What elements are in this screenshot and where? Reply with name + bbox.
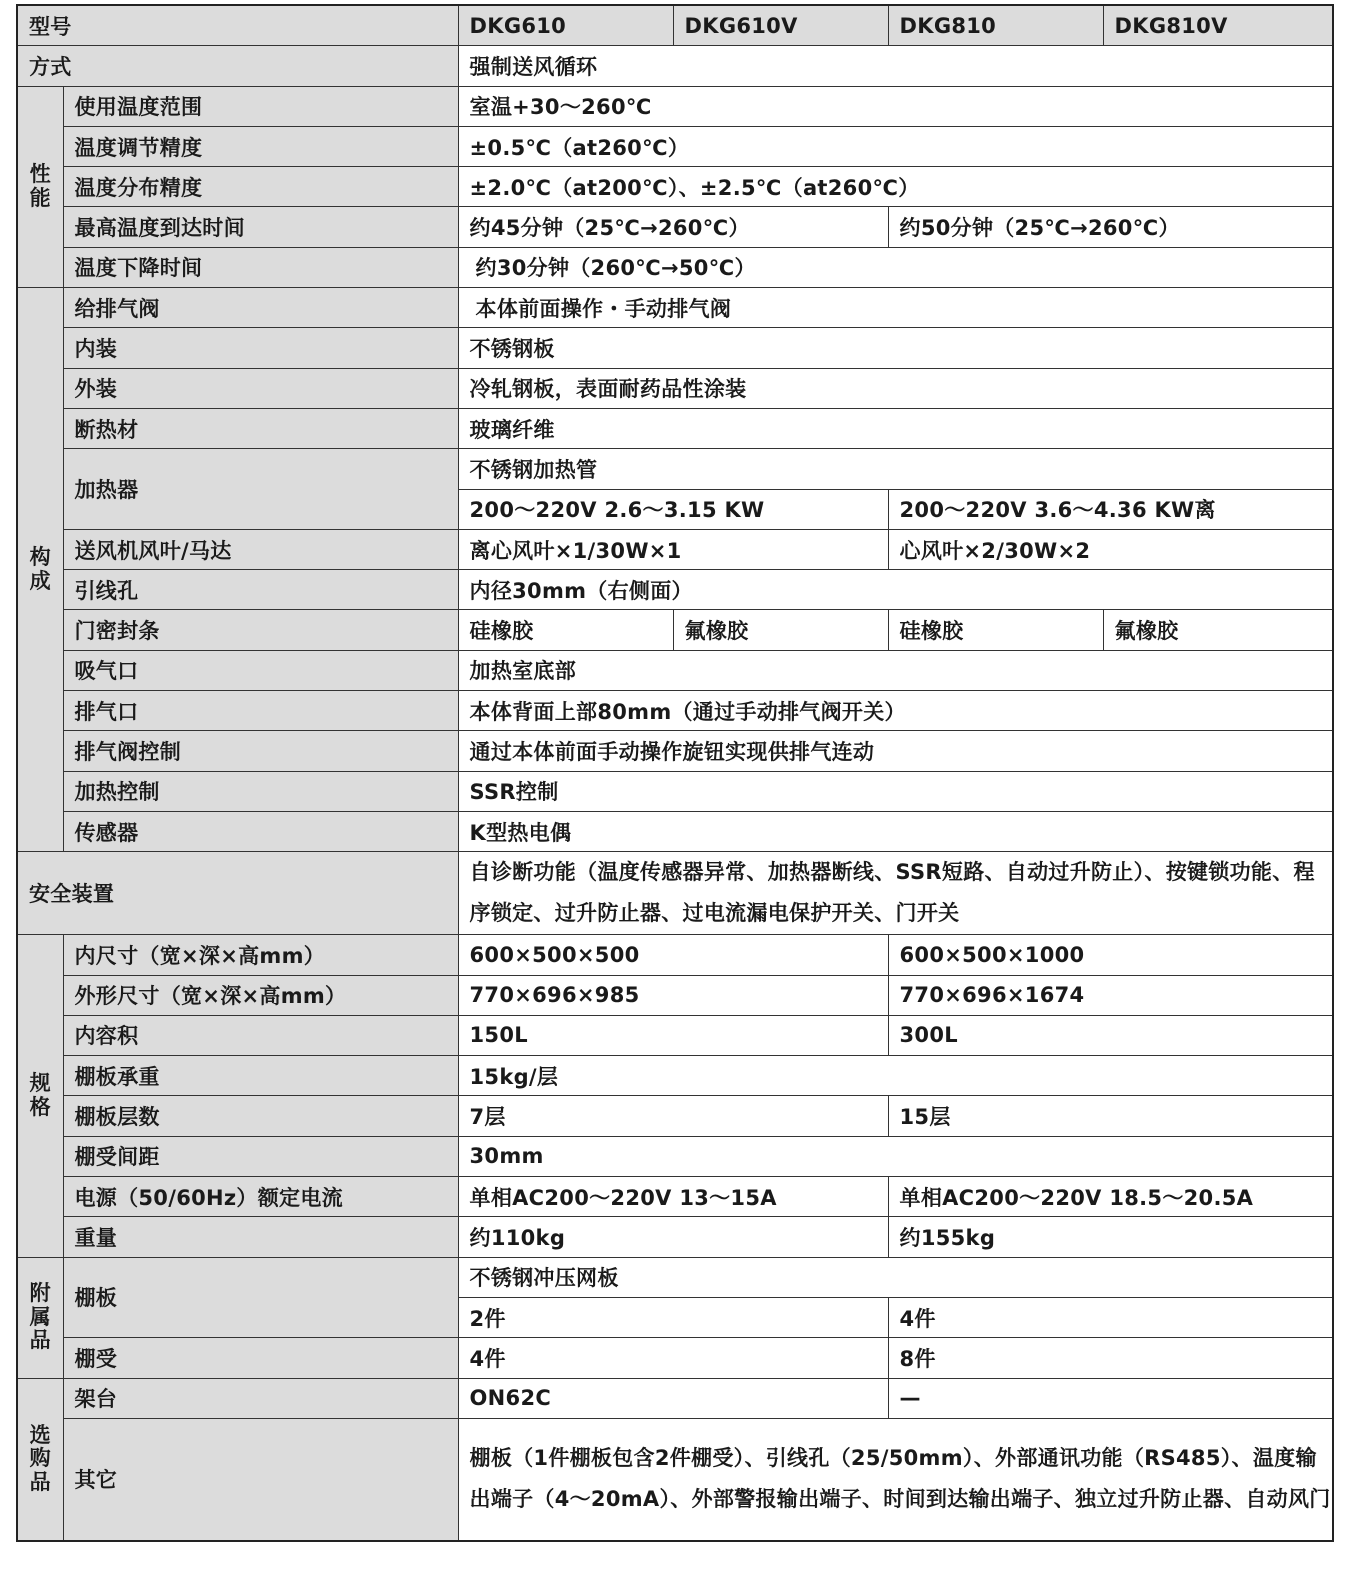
cooldown-time-label: 温度下降时间 bbox=[63, 247, 458, 287]
inner-size-label: 内尺寸（宽×深×高mm） bbox=[63, 935, 458, 975]
shelf-bracket-610: 4件 bbox=[458, 1338, 888, 1378]
outer-size-610: 770×696×985 bbox=[458, 975, 888, 1015]
table-row bbox=[17, 1136, 1333, 1176]
table-row bbox=[17, 1056, 1333, 1096]
group-structure: 构成 bbox=[17, 288, 63, 852]
outer-size-810: 770×696×1674 bbox=[888, 975, 1333, 1015]
shelf-bracket-label: 棚受 bbox=[63, 1338, 458, 1378]
shelf-bracket-810: 8件 bbox=[888, 1338, 1333, 1378]
table-row bbox=[17, 529, 1333, 569]
shelf-label: 棚板 bbox=[63, 1257, 458, 1338]
door-seal-label: 门密封条 bbox=[63, 610, 458, 650]
table-row bbox=[17, 86, 1333, 126]
shelf-810: 4件 bbox=[888, 1297, 1333, 1337]
exhaust-control-value: 通过本体前面手动操作旋钮实现供排气连动 bbox=[458, 731, 1333, 771]
power-810: 单相AC200～220V 18.5～20.5A bbox=[888, 1177, 1333, 1217]
heater-label: 加热器 bbox=[63, 449, 458, 530]
stand-810: — bbox=[888, 1378, 1333, 1418]
table-row bbox=[17, 368, 1333, 408]
exterior-value: 冷轧钢板，表面耐药品性涂装 bbox=[458, 368, 1333, 408]
table-row bbox=[17, 126, 1333, 166]
method-value: 强制送风循环 bbox=[458, 46, 1333, 86]
inner-size-810: 600×500×1000 bbox=[888, 935, 1333, 975]
fan-810: 心风叶×2/30W×2 bbox=[888, 529, 1333, 569]
model-dkg610v: DKG610V bbox=[673, 5, 888, 46]
group-spec: 规格 bbox=[17, 935, 63, 1257]
shelf-610: 2件 bbox=[458, 1297, 888, 1337]
volume-810: 300L bbox=[888, 1015, 1333, 1055]
stand-label: 架台 bbox=[63, 1378, 458, 1418]
shelf-levels-810: 15层 bbox=[888, 1096, 1333, 1136]
safety-label: 安全装置 bbox=[17, 852, 458, 935]
table-row bbox=[17, 691, 1333, 731]
heat-control-value: SSR控制 bbox=[458, 771, 1333, 811]
exhaust-control-label: 排气阀控制 bbox=[63, 731, 458, 771]
cable-port-value: 内径30mm（右侧面） bbox=[458, 570, 1333, 610]
door-seal-dkg610v: 氟橡胶 bbox=[673, 610, 888, 650]
temp-distribution-label: 温度分布精度 bbox=[63, 167, 458, 207]
table-row bbox=[17, 852, 1333, 935]
interior-value: 不锈钢板 bbox=[458, 328, 1333, 368]
exhaust-label: 排气口 bbox=[63, 691, 458, 731]
fan-label: 送风机风叶/马达 bbox=[63, 529, 458, 569]
heater-610: 200～220V 2.6～3.15 KW bbox=[458, 489, 888, 529]
insulation-value: 玻璃纤维 bbox=[458, 408, 1333, 448]
group-performance: 性能 bbox=[17, 86, 63, 287]
heatup-time-810: 约50分钟（25℃→260℃） bbox=[888, 207, 1333, 247]
shelf-load-value: 15kg/层 bbox=[458, 1056, 1333, 1096]
table-row bbox=[17, 1177, 1333, 1217]
heatup-time-label: 最高温度到达时间 bbox=[63, 207, 458, 247]
inner-size-610: 600×500×500 bbox=[458, 935, 888, 975]
model-header-label: 型号 bbox=[17, 5, 458, 46]
table-row bbox=[17, 771, 1333, 811]
other-label: 其它 bbox=[63, 1418, 458, 1541]
exhaust-value: 本体背面上部80mm（通过手动排气阀开关） bbox=[458, 691, 1333, 731]
table-row bbox=[17, 610, 1333, 650]
sensor-label: 传感器 bbox=[63, 811, 458, 851]
temp-control-value: ±0.5℃（at260℃） bbox=[458, 126, 1333, 166]
table-row bbox=[17, 811, 1333, 851]
heater-type: 不锈钢加热管 bbox=[458, 449, 1333, 489]
damper-label: 给排气阀 bbox=[63, 288, 458, 328]
table-row bbox=[17, 650, 1333, 690]
damper-value: 本体前面操作・手动排气阀 bbox=[458, 288, 1333, 328]
volume-610: 150L bbox=[458, 1015, 888, 1055]
group-options: 选购品 bbox=[17, 1378, 63, 1541]
weight-label: 重量 bbox=[63, 1217, 458, 1257]
exterior-label: 外装 bbox=[63, 368, 458, 408]
spec-table bbox=[16, 4, 1334, 1542]
outer-size-label: 外形尺寸（宽×深×高mm） bbox=[63, 975, 458, 1015]
shelf-levels-610: 7层 bbox=[458, 1096, 888, 1136]
group-accessories: 附属品 bbox=[17, 1257, 63, 1378]
cable-port-label: 引线孔 bbox=[63, 570, 458, 610]
model-dkg810v: DKG810V bbox=[1103, 5, 1333, 46]
weight-610: 约110kg bbox=[458, 1217, 888, 1257]
shelf-pitch-value: 30mm bbox=[458, 1136, 1333, 1176]
header-row bbox=[17, 5, 1333, 46]
safety-value: 自诊断功能（温度传感器异常、加热器断线、SSR短路、自动过升防止）、按键锁功能、程序锁定、过升防止器、过电流漏电保护开关、门开关 bbox=[458, 852, 1333, 935]
table-row bbox=[17, 1338, 1333, 1378]
fan-610: 离心风叶×1/30W×1 bbox=[458, 529, 888, 569]
heat-control-label: 加热控制 bbox=[63, 771, 458, 811]
table-row bbox=[17, 408, 1333, 448]
model-dkg610: DKG610 bbox=[458, 5, 673, 46]
shelf-type: 不锈钢冲压网板 bbox=[458, 1257, 1333, 1297]
door-seal-dkg810: 硅橡胶 bbox=[888, 610, 1103, 650]
table-row bbox=[17, 46, 1333, 86]
volume-label: 内容积 bbox=[63, 1015, 458, 1055]
model-dkg810: DKG810 bbox=[888, 5, 1103, 46]
heater-810: 200～220V 3.6～4.36 KW离 bbox=[888, 489, 1333, 529]
intake-value: 加热室底部 bbox=[458, 650, 1333, 690]
temp-range-value: 室温+30～260℃ bbox=[458, 86, 1333, 126]
table-row bbox=[17, 288, 1333, 328]
shelf-load-label: 棚板承重 bbox=[63, 1056, 458, 1096]
intake-label: 吸气口 bbox=[63, 650, 458, 690]
door-seal-dkg810v: 氟橡胶 bbox=[1103, 610, 1333, 650]
table-row bbox=[17, 328, 1333, 368]
stand-610: ON62C bbox=[458, 1378, 888, 1418]
power-label: 电源（50/60Hz）额定电流 bbox=[63, 1177, 458, 1217]
shelf-pitch-label: 棚受间距 bbox=[63, 1136, 458, 1176]
cooldown-time-value: 约30分钟（260℃→50℃） bbox=[458, 247, 1333, 287]
heatup-time-610: 约45分钟（25℃→260℃） bbox=[458, 207, 888, 247]
temp-control-label: 温度调节精度 bbox=[63, 126, 458, 166]
sensor-value: K型热电偶 bbox=[458, 811, 1333, 851]
insulation-label: 断热材 bbox=[63, 408, 458, 448]
table-row bbox=[17, 1015, 1333, 1055]
table-row bbox=[17, 570, 1333, 610]
table-row bbox=[17, 1378, 1333, 1418]
table-row bbox=[17, 207, 1333, 247]
table-row bbox=[17, 731, 1333, 771]
shelf-levels-label: 棚板层数 bbox=[63, 1096, 458, 1136]
table-row bbox=[17, 167, 1333, 207]
table-row bbox=[17, 1418, 1333, 1541]
table-row bbox=[17, 935, 1333, 975]
other-value: 棚板（1件棚板包含2件棚受）、引线孔（25/50mm）、外部通讯功能（RS485）、温度输出端子（4～20mA）、外部警报输出端子、时间到达输出端子、独立过升防止器、自动风门 bbox=[458, 1418, 1333, 1541]
interior-label: 内装 bbox=[63, 328, 458, 368]
method-label: 方式 bbox=[17, 46, 458, 86]
table-row bbox=[17, 1096, 1333, 1136]
table-row bbox=[17, 1257, 1333, 1297]
temp-distribution-value: ±2.0℃（at200℃）、±2.5℃（at260℃） bbox=[458, 167, 1333, 207]
table-row bbox=[17, 975, 1333, 1015]
door-seal-dkg610: 硅橡胶 bbox=[458, 610, 673, 650]
power-610: 单相AC200～220V 13～15A bbox=[458, 1177, 888, 1217]
table-row bbox=[17, 247, 1333, 287]
temp-range-label: 使用温度范围 bbox=[63, 86, 458, 126]
table-row bbox=[17, 1217, 1333, 1257]
weight-810: 约155kg bbox=[888, 1217, 1333, 1257]
table-row bbox=[17, 449, 1333, 489]
